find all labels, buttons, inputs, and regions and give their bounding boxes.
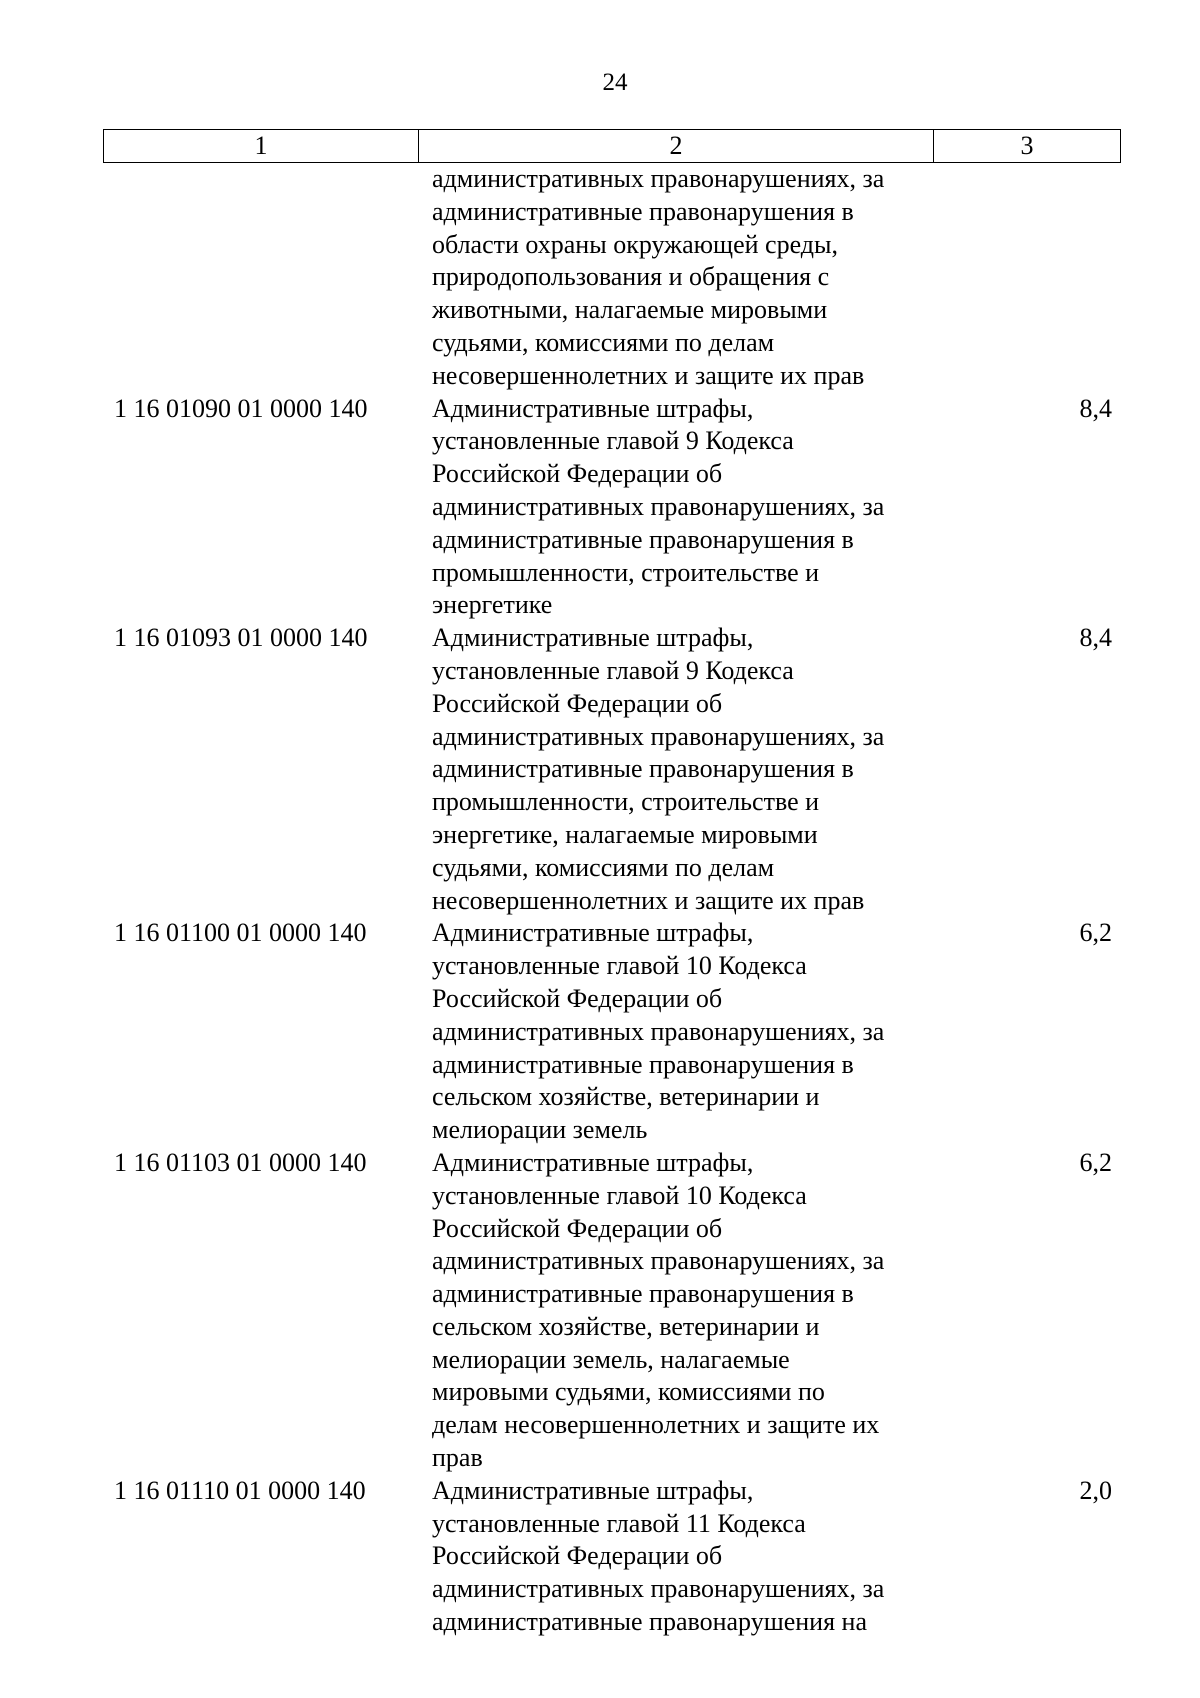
norm-value: 8,4 [1079,393,1112,423]
table-row [0,622,1200,917]
description-line: административных правонарушениях, за [432,721,885,751]
description-line: установленные главой 10 Кодекса [432,951,807,981]
description-line: установленные главой 10 Кодекса [432,1180,807,1210]
table-row [0,1475,1200,1639]
norm-value: 6,2 [1079,918,1112,948]
budget-code: 1 16 01093 01 0000 140 [114,623,368,653]
table-header [103,129,1121,163]
description-line: области охраны окружающей среды, [432,229,838,259]
norm-value: 6,2 [1079,1147,1112,1177]
budget-code: 1 16 01090 01 0000 140 [114,393,368,423]
budget-code: 1 16 01103 01 0000 140 [114,1147,367,1177]
description-line: административных правонарушениях, за [432,1246,885,1276]
description-line: судьями, комиссиями по делам [432,327,775,357]
description-line: Российской Федерации об [432,1213,723,1243]
description-line: природопользования и обращения с [432,262,830,292]
norm-value: 8,4 [1079,623,1112,653]
description-line: прав [432,1443,483,1473]
description-line: промышленности, строительстве и [432,787,820,817]
budget-code: 1 16 01100 01 0000 140 [114,918,367,948]
description-line: энергетике [432,590,553,620]
description-line: судьями, комиссиями по делам [432,852,775,882]
description-line: Российской Федерации об [432,1541,723,1571]
description-line: административные правонарушения в [432,754,854,784]
column-header-2: 2 [419,130,934,163]
description-line: Российской Федерации об [432,459,723,489]
description-line: Административные штрафы, [432,623,754,653]
column-header-3: 3 [934,130,1121,163]
description-line: животными, налагаемые мировыми [432,295,828,325]
description [432,393,952,623]
description-line: административных правонарушениях, за [432,491,885,521]
description-line: административные правонарушения в [432,524,854,554]
header-row [104,130,1121,163]
table-row [0,917,1200,1147]
description [432,917,952,1147]
table-row [0,393,1200,623]
description [432,1147,952,1475]
description-line: несовершеннолетних и защите их прав [432,885,865,915]
description-line: Административные штрафы, [432,1147,754,1177]
description-line: Российской Федерации об [432,983,723,1013]
description-line: делам несовершеннолетних и защите их [432,1410,880,1440]
description-line: административных правонарушениях, за [432,164,885,193]
description-line: мировыми судьями, комиссиями по [432,1377,825,1407]
description-line: административные правонарушения в [432,196,854,226]
description-line: административных правонарушениях, за [432,1574,885,1604]
description-line: Административные штрафы, [432,1475,754,1505]
description-line: промышленности, строительстве и [432,557,820,587]
description-line: установленные главой 11 Кодекса [432,1508,806,1538]
description [432,1475,952,1639]
description-line: установленные главой 9 Кодекса [432,426,794,456]
description-line: мелиорации земель [432,1115,648,1145]
description-line: Административные штрафы, [432,918,754,948]
description-line: несовершеннолетних и защите их прав [432,360,865,390]
table-row [0,1147,1200,1475]
page-number: 24 [602,69,628,96]
norm-value: 2,0 [1079,1475,1112,1505]
description-line: сельском хозяйстве, ветеринарии и [432,1311,820,1341]
description-line: административных правонарушениях, за [432,1016,885,1046]
description-line: Российской Федерации об [432,688,723,718]
table-row [0,163,1200,393]
table-body [0,163,1200,1639]
description-line: административные правонарушения в [432,1049,854,1079]
description-line: Административные штрафы, [432,393,754,423]
description-line: сельском хозяйстве, ветеринарии и [432,1082,820,1112]
description-line: административные правонарушения в [432,1279,854,1309]
description-line: энергетике, налагаемые мировыми [432,819,818,849]
description [432,622,952,917]
column-header-1: 1 [104,130,419,163]
description-line: административные правонарушения на [432,1607,867,1637]
description-line: мелиорации земель, налагаемые [432,1344,790,1374]
description-line: установленные главой 9 Кодекса [432,655,794,685]
budget-code: 1 16 01110 01 0000 140 [114,1475,366,1505]
description [432,163,952,393]
